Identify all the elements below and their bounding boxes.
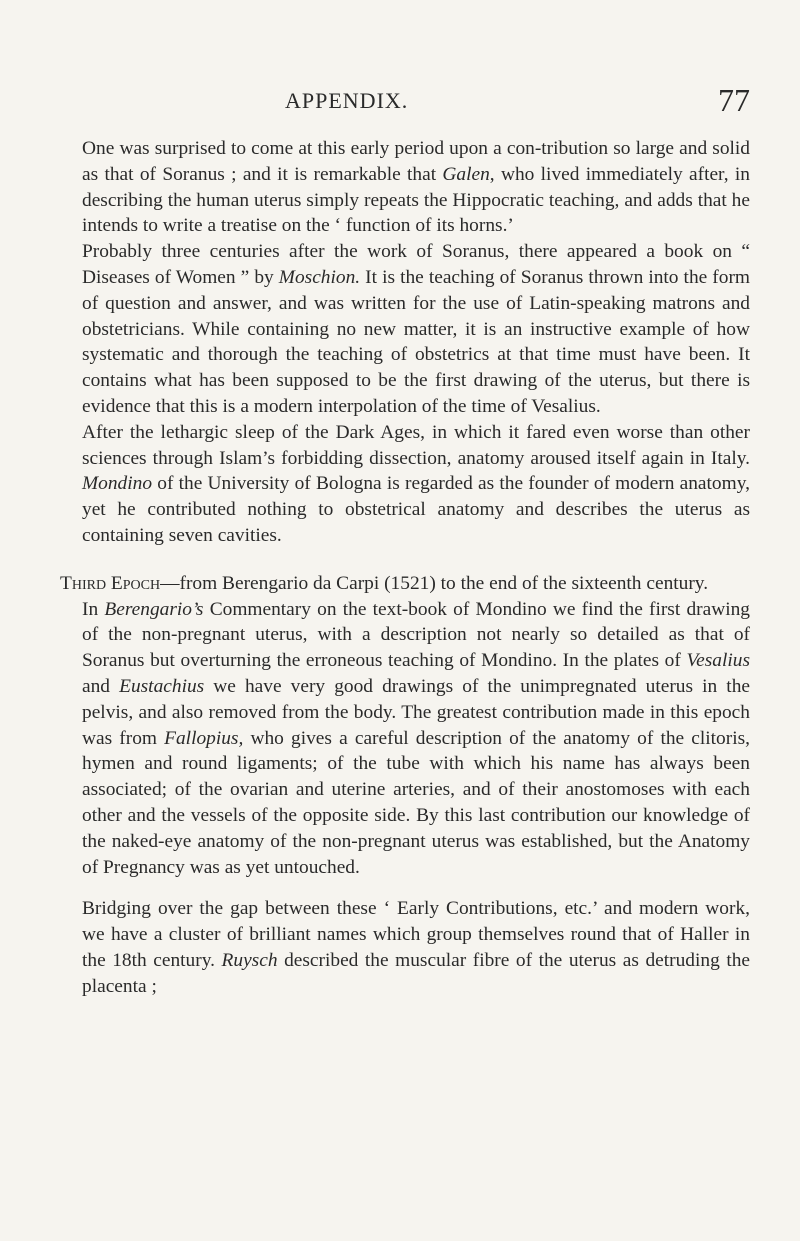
text-run: Commentary on the text-book of Mondino we find the first drawing of the non-pregnant uterus, with a description not nearly so detailed as that of Soranus but overturning the erroneous teaching of Mondino. In the plates of — [82, 598, 750, 672]
text-run: we have very good drawings of the unimpregnated uterus in the pelvis, and also removed from the body. The greatest contribution made in this epoch was from — [82, 675, 750, 749]
body-text — [60, 136, 750, 1000]
italic-name: Fallopius, — [164, 727, 244, 749]
paragraph-berengario — [60, 597, 750, 881]
text-run: of the University of Bologna is regarded as the founder of modern anatomy, yet he contributed nothing to obstetrical anatomy and describes the uterus as containing seven cavities. — [82, 473, 750, 546]
text-run: and — [82, 675, 120, 697]
paragraph-haller — [60, 896, 750, 999]
text-run: After the lethargic sleep of the Dark Ages, in which it fared even worse than other sciences through Islam’s forbidding dissection, anatomy aroused itself again in Italy. — [82, 421, 750, 469]
paragraph-moschion — [60, 239, 750, 420]
section-gap — [60, 549, 750, 571]
paragraph-mondino — [60, 420, 750, 549]
small-caps-heading: Third Epoch — [60, 572, 161, 594]
text-run: described the muscular fibre of the uterus as detruding the placenta ; — [82, 949, 751, 997]
text-run: , who lived immediately after, in describing the human uterus simply repeats the Hippocratic teaching, and adds that he intends to write a treatise on the ‘ function of its horns.’ — [82, 163, 750, 237]
running-head-title: APPENDIX. — [285, 88, 409, 113]
section-gap — [60, 880, 750, 896]
text-run: Bridging over the gap between these ‘ Early Contributions, etc.’ and modern work, we have a cluster of brilliant names which group themselves round that of Haller in the 18th century. — [82, 898, 750, 971]
italic-name: Berengario’s — [104, 598, 204, 620]
page-number: 77 — [718, 82, 750, 118]
text-run: who gives a careful description of the anatomy of the clitoris, hymen and round ligaments; of the tube with which his name has always been associated; of the ovarian and uterine arteries, and of their anostomoses with each other and the vessels of the opposite side. By this last contribution our knowledge of the naked-eye anatomy of the non-pregnant uterus was established, but the Anatomy of Pregnancy was as yet untouched. — [82, 727, 750, 878]
italic-name: Galen — [442, 163, 490, 185]
italic-name: Mondino — [82, 473, 153, 495]
italic-name: Eustachius — [119, 675, 205, 697]
paragraph-soranus — [60, 136, 750, 239]
paragraph-third-epoch-heading — [60, 571, 750, 597]
text-run: One was surprised to come at this early period upon a con-tribution so large and solid as that of Soranus ; and it is remarkable that — [82, 138, 750, 185]
italic-name: Ruysch — [221, 949, 278, 971]
text-run: In — [82, 598, 105, 620]
running-head — [60, 82, 750, 122]
italic-name: Vesalius — [686, 650, 750, 672]
text-run: Probably three centuries after the work of Soranus, there appeared a book on “ Diseases of Women ” by — [82, 241, 750, 288]
italic-name: Moschion. — [278, 266, 361, 288]
text-run: It is the teaching of Soranus thrown into the form of question and answer, and was written for the use of Latin-speaking matrons and obstetricians. While containing no new matter, it is an instructive example of how systematic and thorough the teaching of obstetrics at that time must have been. It contains what has been supposed to be the first drawing of the uterus, but there is evidence that this is a modern interpolation of the time of Vesalius. — [82, 266, 750, 417]
text-run: —from Berengario da Carpi (1521) to the end of the sixteenth century. — [160, 572, 709, 594]
